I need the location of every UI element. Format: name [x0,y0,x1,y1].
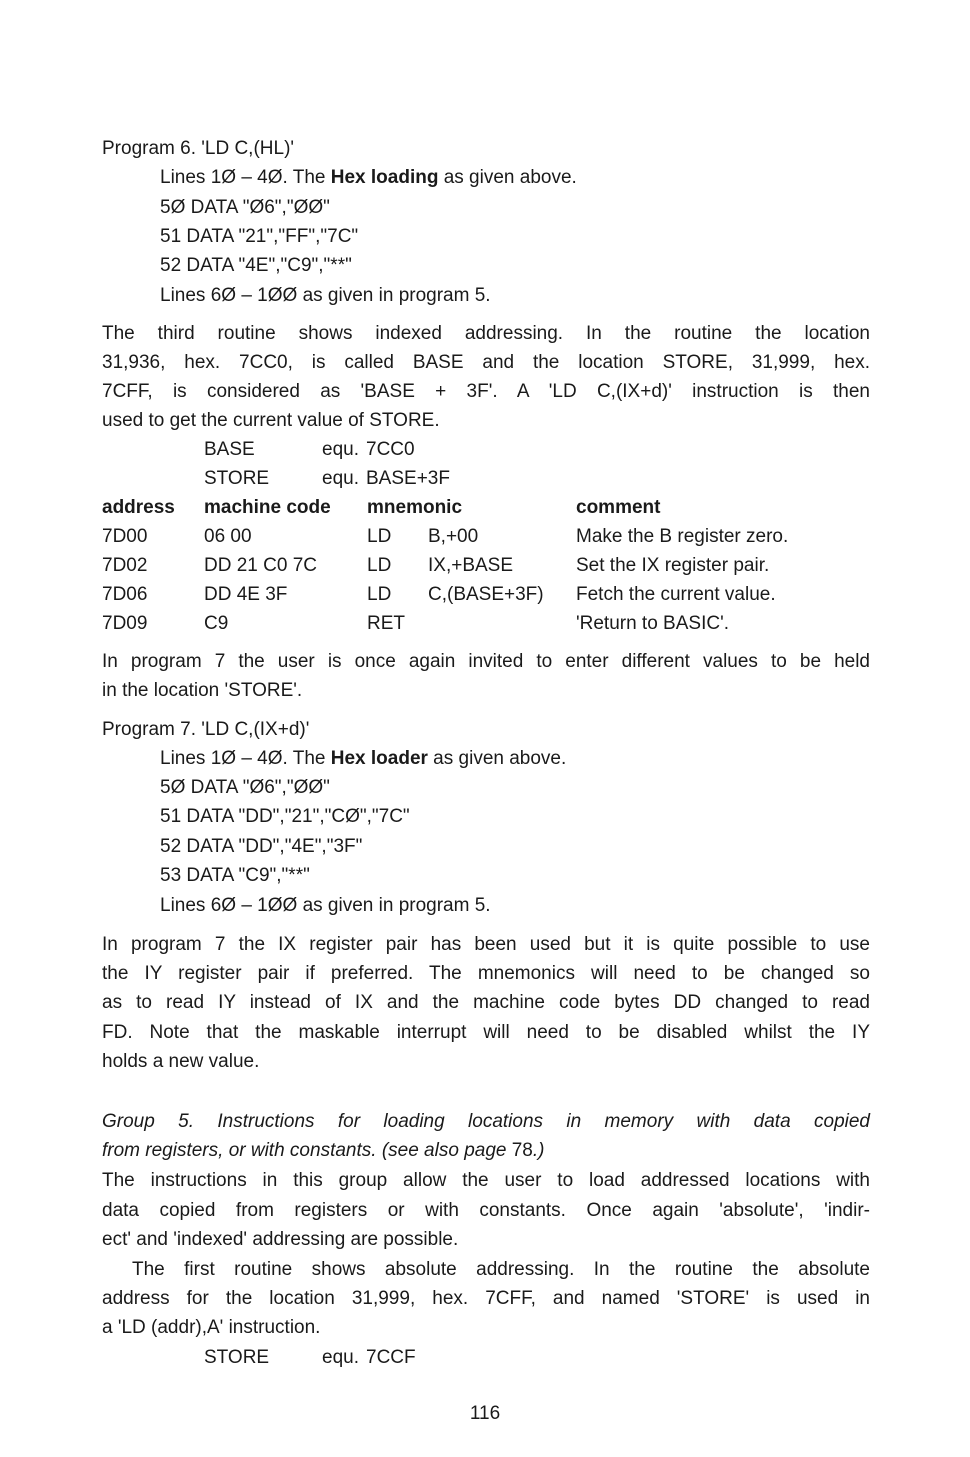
program-7-line-3: 51 DATA "DD","21","CØ","7C" [160,806,410,827]
program-6-line-1 [160,163,577,192]
program-6-line-5: Lines 6Ø – 1ØØ as given in program 5. [160,285,491,306]
paragraph-line: a 'LD (addr),A' instruction. [102,1317,321,1338]
header-machine-code: machine code [204,497,331,518]
paragraph-line: The third routine shows indexed addressing. In the routine the location [102,323,870,344]
program-6-line-3: 51 DATA "21","FF","7C" [160,226,359,247]
row-address: 7D06 [102,584,148,605]
page-ref: 78 [511,1140,533,1161]
paragraph-line: The instructions in this group allow the user to load addressed locations with [102,1170,870,1191]
paragraph-line: holds a new value. [102,1051,260,1072]
text-run: Lines 1Ø – 4Ø. The [160,748,331,769]
paragraph-line: In program 7 the IX register pair has been used but it is quite possible to use [102,934,870,955]
program-7-title: Program 7. 'LD C,(IX+d)' [102,719,310,740]
program-6-line-2: 5Ø DATA "Ø6","ØØ" [160,197,330,218]
paragraph-line: the IY register pair if preferred. The mnemonics will need to be changed so [102,963,870,984]
paragraph-line: FD. Note that the maskable interrupt will need to be disabled whilst the IY [102,1022,870,1043]
text-run: as given above. [438,167,577,188]
header-comment: comment [576,497,661,518]
paragraph-line: in the location 'STORE'. [102,680,303,701]
equate-name: STORE [204,1347,270,1368]
row-operand: B,+00 [428,526,479,547]
text-run: .) [532,1140,545,1161]
row-machine-code: 06 00 [204,526,252,547]
program-7-line-6: Lines 6Ø – 1ØØ as given in program 5. [160,895,491,916]
row-address: 7D02 [102,555,148,576]
row-machine-code: DD 21 C0 7C [204,555,317,576]
paragraph-line: ect' and 'indexed' addressing are possible. [102,1229,459,1250]
bold-term: Hex loading [330,167,439,188]
row-opcode: RET [367,613,405,634]
equate-op: equ. [322,468,359,489]
header-mnemonic: mnemonic [367,497,463,518]
text-run: Lines 1Ø – 4Ø. The [160,167,331,188]
row-comment: Set the IX register pair. [576,555,770,576]
program-7-line-4: 52 DATA "DD","4E","3F" [160,836,363,857]
row-opcode: LD [367,555,392,576]
equate-value: 7CCF [366,1347,416,1368]
equate-op: equ. [322,1347,359,1368]
text-run: as given above. [427,748,567,769]
row-machine-code: DD 4E 3F [204,584,288,605]
paragraph-line: used to get the current value of STORE. [102,410,440,431]
row-operand: IX,+BASE [428,555,514,576]
bold-term: Hex loader [330,748,428,769]
row-address: 7D09 [102,613,148,634]
row-address: 7D00 [102,526,148,547]
row-comment: Make the B register zero. [576,526,789,547]
program-6-line-4: 52 DATA "4E","C9","**" [160,255,352,276]
paragraph-line: In program 7 the user is once again invited to enter different values to be held [102,651,870,672]
text-run: from registers, or with constants. (see also page [102,1140,512,1161]
paragraph-line: The first routine shows absolute addressing. In the routine the absolute [132,1259,870,1280]
equate-value: BASE+3F [366,468,450,489]
header-address: address [102,497,175,518]
equate-name: BASE [204,439,255,460]
paragraph-line: 31,936, hex. 7CC0, is called BASE and the location STORE, 31,999, hex. [102,352,870,373]
program-7-line-5: 53 DATA "C9","**" [160,865,310,886]
equate-value: 7CC0 [366,439,415,460]
paragraph-line: data copied from registers or with constants. Once again 'absolute', 'indir- [102,1200,870,1221]
row-opcode: LD [367,526,392,547]
program-7-line-2: 5Ø DATA "Ø6","ØØ" [160,777,330,798]
row-operand: C,(BASE+3F) [428,584,544,605]
row-comment: 'Return to BASIC'. [576,613,729,634]
row-machine-code: C9 [204,613,229,634]
equate-op: equ. [322,439,359,460]
equate-name: STORE [204,468,270,489]
row-opcode: LD [367,584,392,605]
paragraph-line: as to read IY instead of IX and the machine code bytes DD changed to read [102,992,870,1013]
program-7-line-1 [160,744,566,773]
paragraph-line: 7CFF, is considered as 'BASE + 3F'. A 'LD C,(IX+d)' instruction is then [102,381,870,402]
row-comment: Fetch the current value. [576,584,776,605]
paragraph-line: address for the location 31,999, hex. 7CFF, and named 'STORE' is used in [102,1288,870,1309]
page-number: 116 [469,1403,501,1424]
group-5-heading-cont [102,1136,544,1165]
group-5-heading: Group 5. Instructions for loading locations in memory with data copied [102,1111,870,1132]
program-6-title: Program 6. 'LD C,(HL)' [102,138,295,159]
